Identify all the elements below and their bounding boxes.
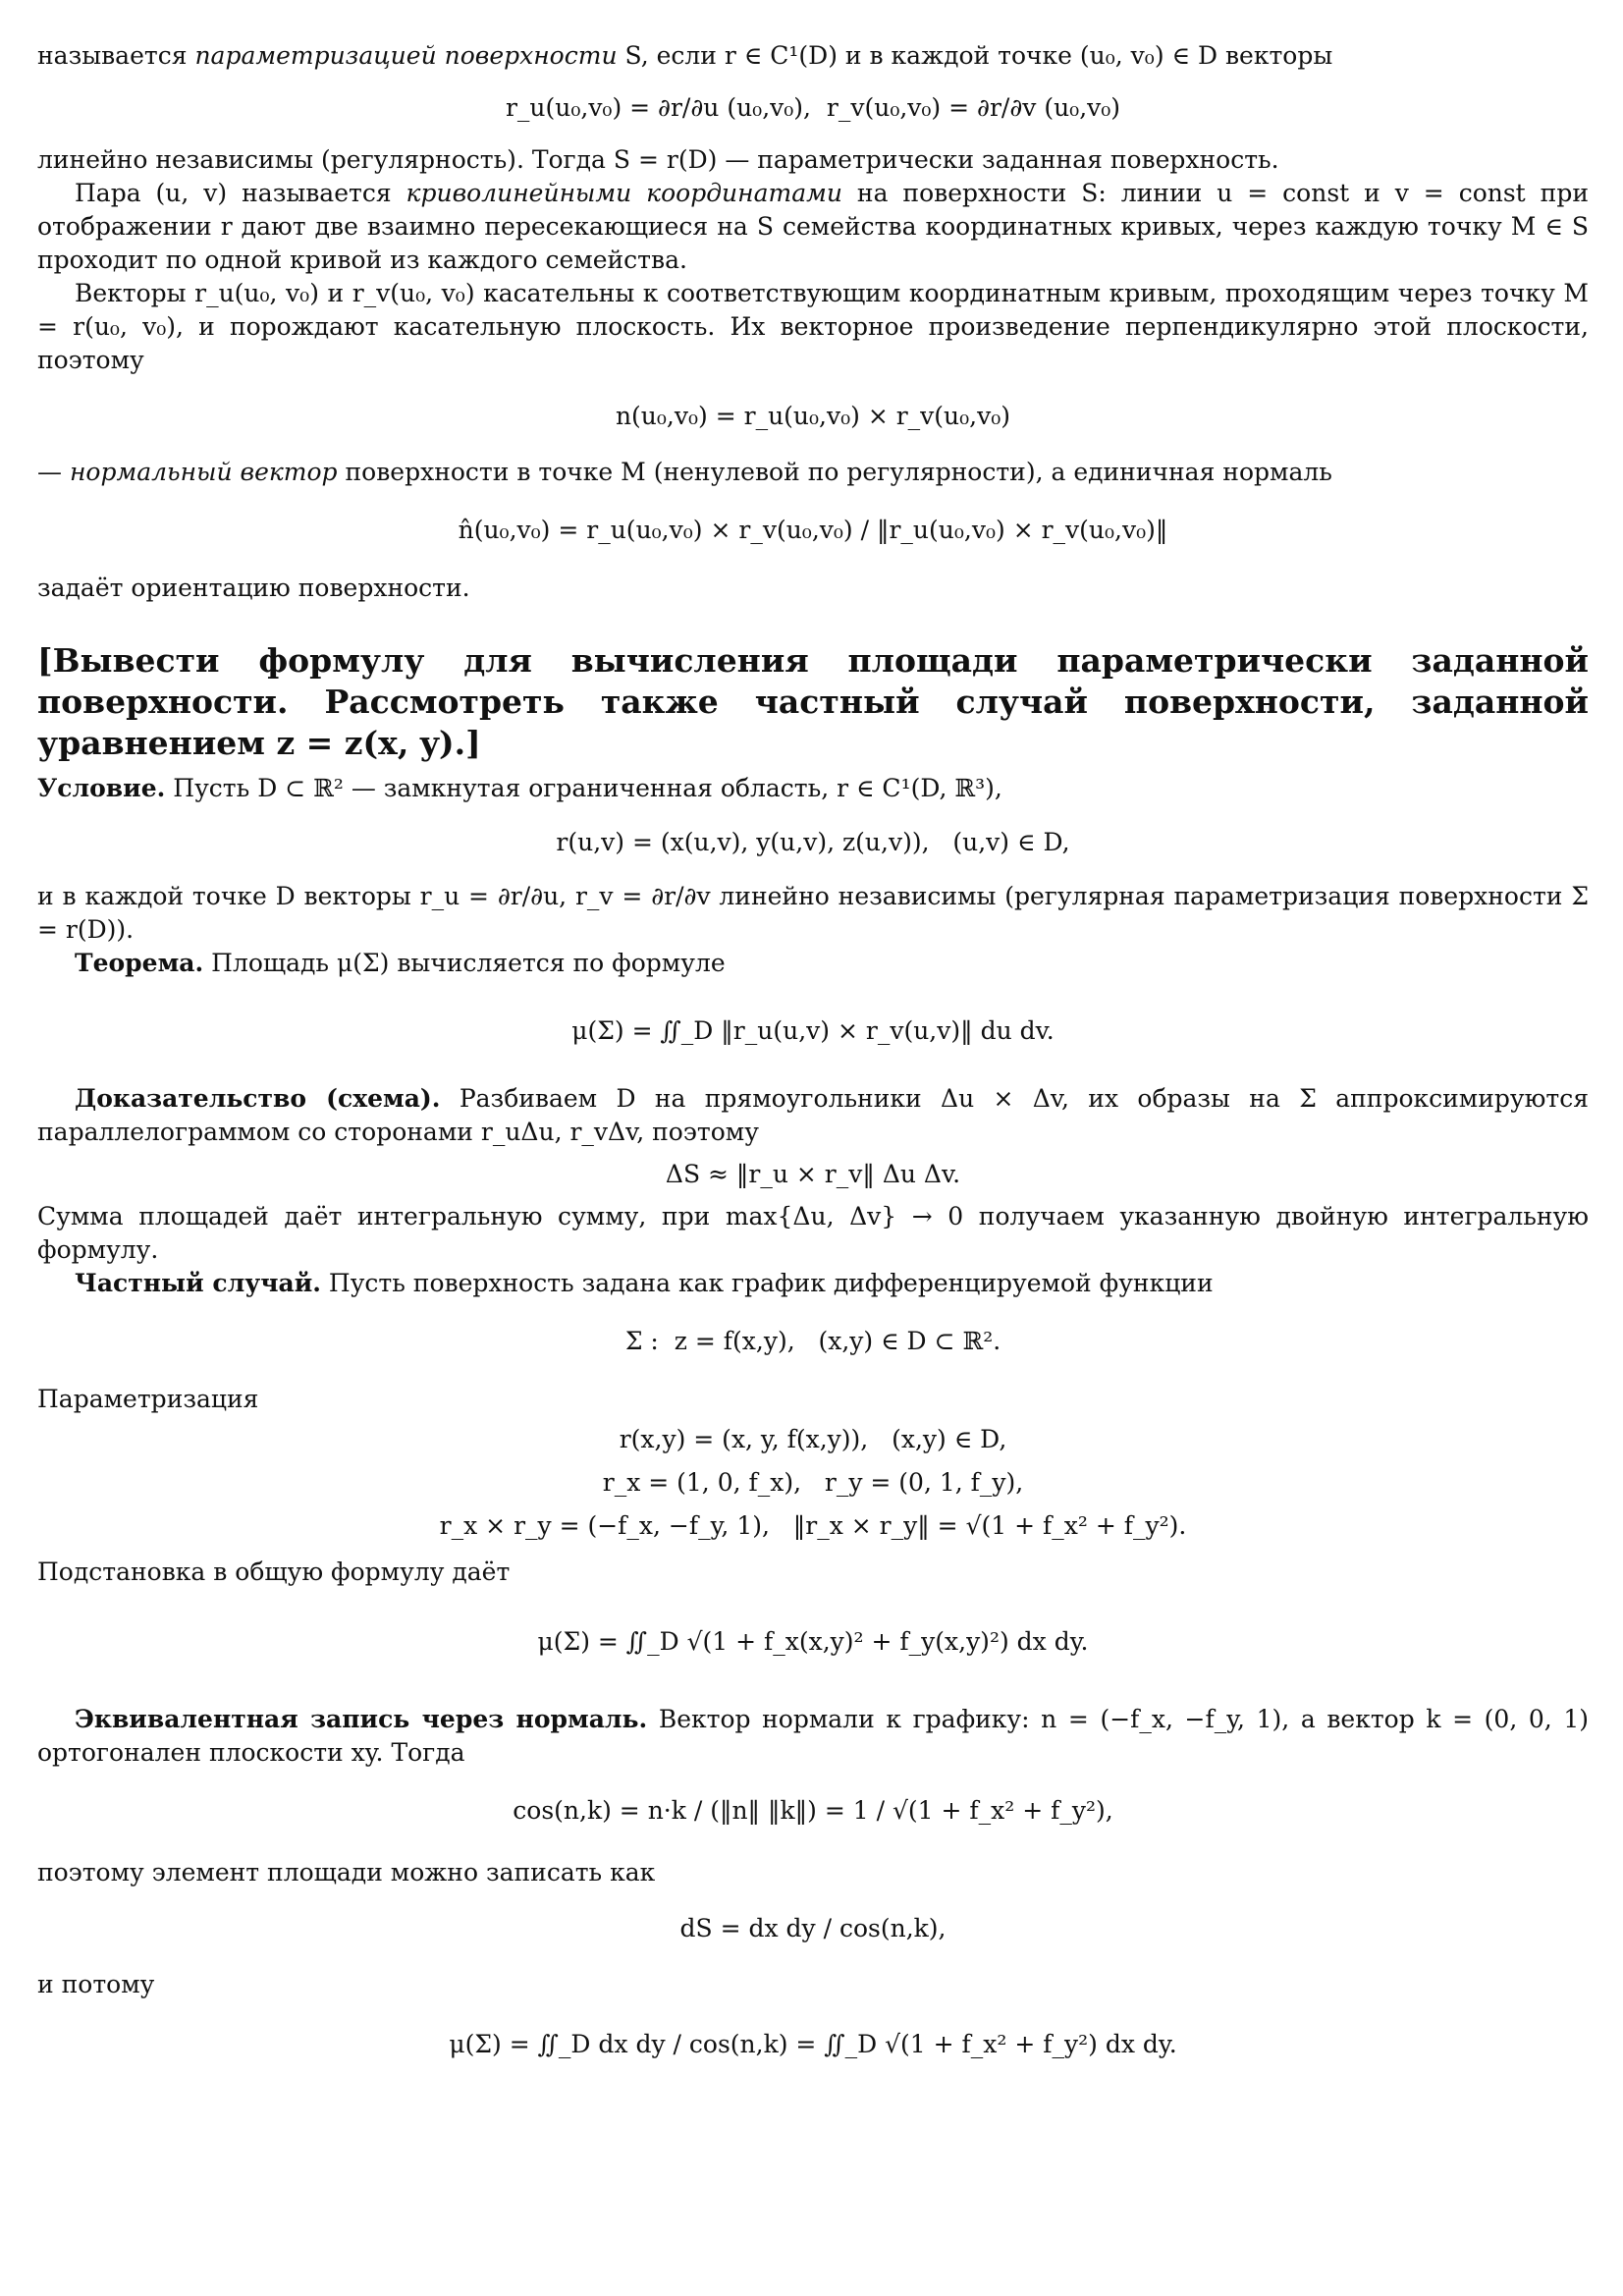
special-case-text: Пусть поверхность задана как график дифференцируемой функции [320,1269,1214,1297]
proof-paragraph [37,1082,1589,1149]
proof-label: Доказательство (схема). [75,1084,441,1113]
emphasis-term: нормальный вектор [69,458,338,486]
document-page [37,39,1589,2088]
theorem-label: Теорема. [75,949,204,977]
therefore-paragraph: и потому [37,1970,155,1998]
proof-text: Разбиваем D на прямоугольники Δu × Δv, их образы на Σ аппроксимируются параллелограммом со сторонами r_uΔu, r_vΔv, поэтому [37,1084,1589,1146]
emphasis-term: криволинейными координатами [406,179,842,207]
special-case-label: Частный случай. [75,1269,321,1297]
equation-area-element: ΔS ≈ ‖r_u × r_v‖ Δu Δv. [665,1160,961,1188]
equation-cross-product: r_x × r_y = (−f_x, −f_y, 1), ‖r_x × r_y‖ = √(1 + f_x² + f_y²). [439,1511,1187,1540]
special-case-paragraph [37,1267,1589,1300]
sum-paragraph: Сумма площадей даёт интегральную сумму, при max{Δu, Δv} → 0 получаем указанную двойную интегральную формулу. [37,1202,1589,1264]
theorem-paragraph [37,947,1589,980]
theorem-text: Площадь μ(Σ) вычисляется по формуле [203,949,726,977]
section-heading: [Вывести формулу для вычисления площади параметрически заданной поверхности. Рассмотреть также частный случай поверхности, заданной уравнением z = z(x, y).] [37,641,1589,762]
equation-graph-surface: Σ : z = f(x,y), (x,y) ∈ D ⊂ ℝ². [624,1327,1001,1355]
equation-partial-derivatives: r_u(u₀,v₀) = ∂r/∂u (u₀,v₀), r_v(u₀,v₀) = ∂r/∂v (u₀,v₀) [505,93,1121,122]
equation-ds: dS = dx dy / cos(n,k), [679,1914,947,1942]
intro-text: Пара (u, v) называется [75,179,406,207]
intro-paragraph-2: линейно независимы (регулярность). Тогда S = r(D) — параметрически заданная поверхность. [37,145,1279,174]
normal-label: Эквивалентная запись через нормаль. [75,1705,648,1733]
intro-paragraph-5 [37,456,1589,489]
intro-text: S, если r ∈ C¹(D) и в каждой точке (u₀, v₀) ∈ D векторы [617,41,1333,70]
condition-text: Пусть D ⊂ ℝ² — замкнутая ограниченная область, r ∈ C¹(D, ℝ³), [165,774,1002,802]
intro-paragraph-4: Векторы r_u(u₀, v₀) и r_v(u₀, v₀) касательны к соответствующим координатным кривым, проходящим через точку M = r(u₀, v₀), и порождают касательную плоскость. Их векторное произведение перпендикулярно этой плоскости, поэтому [37,279,1589,374]
equation-graph-param: r(x,y) = (x, y, f(x,y)), (x,y) ∈ D, [619,1425,1007,1453]
equation-cosine: cos(n,k) = n·k / (‖n‖ ‖k‖) = 1 / √(1 + f_x² + f_y²), [513,1796,1113,1825]
normal-paragraph [37,1703,1589,1770]
intro-text: называется [37,41,195,70]
equation-area-formula: μ(Σ) = ∬_D ‖r_u(u,v) × r_v(u,v)‖ du dv. [571,1016,1055,1045]
equation-graph-area: μ(Σ) = ∬_D √(1 + f_x(x,y)² + f_y(x,y)²) dx dy. [537,1627,1089,1656]
intro-text: на поверхности S: линии u = const и v = const при отображении r дают две взаимно пересекающиеся на S семейства координатных кривых, через каждую точку M ∈ S проходит по одной кривой из каждого семейства. [37,179,1589,274]
normal-text: Вектор нормали к графику: n = (−f_x, −f_y, 1), а вектор k = (0, 0, 1) ортогонален плоскости xy. Тогда [37,1705,1589,1767]
intro-paragraph-1 [37,39,1589,73]
equation-unit-normal: n̂(u₀,v₀) = r_u(u₀,v₀) × r_v(u₀,v₀) / ‖r_u(u₀,v₀) × r_v(u₀,v₀)‖ [458,516,1168,544]
area-element-paragraph: поэтому элемент площади можно записать как [37,1858,656,1886]
equation-partials-xy: r_x = (1, 0, f_x), r_y = (0, 1, f_y), [602,1468,1024,1497]
condition-label: Условие. [37,774,166,802]
intro-paragraph-3 [37,177,1589,277]
regularity-paragraph: и в каждой точке D векторы r_u = ∂r/∂u, r_v = ∂r/∂v линейно независимы (регулярная параметризация поверхности Σ = r(D)). [37,882,1589,944]
equation-parametrization: r(u,v) = (x(u,v), y(u,v), z(u,v)), (u,v) ∈ D, [556,828,1070,856]
intro-paragraph-6: задаёт ориентацию поверхности. [37,574,470,602]
equation-final-area: μ(Σ) = ∬_D dx dy / cos(n,k) = ∬_D √(1 + f_x² + f_y²) dx dy. [449,2030,1177,2058]
parametrization-label: Параметризация [37,1385,259,1413]
emphasis-term: параметризацией поверхности [194,41,618,70]
intro-text: — [37,458,70,486]
equation-normal-vector: n(u₀,v₀) = r_u(u₀,v₀) × r_v(u₀,v₀) [615,402,1011,430]
intro-text: поверхности в точке M (ненулевой по регулярности), а единичная нормаль [337,458,1332,486]
condition-paragraph [37,772,1589,805]
substitution-paragraph: Подстановка в общую формулу даёт [37,1558,511,1586]
